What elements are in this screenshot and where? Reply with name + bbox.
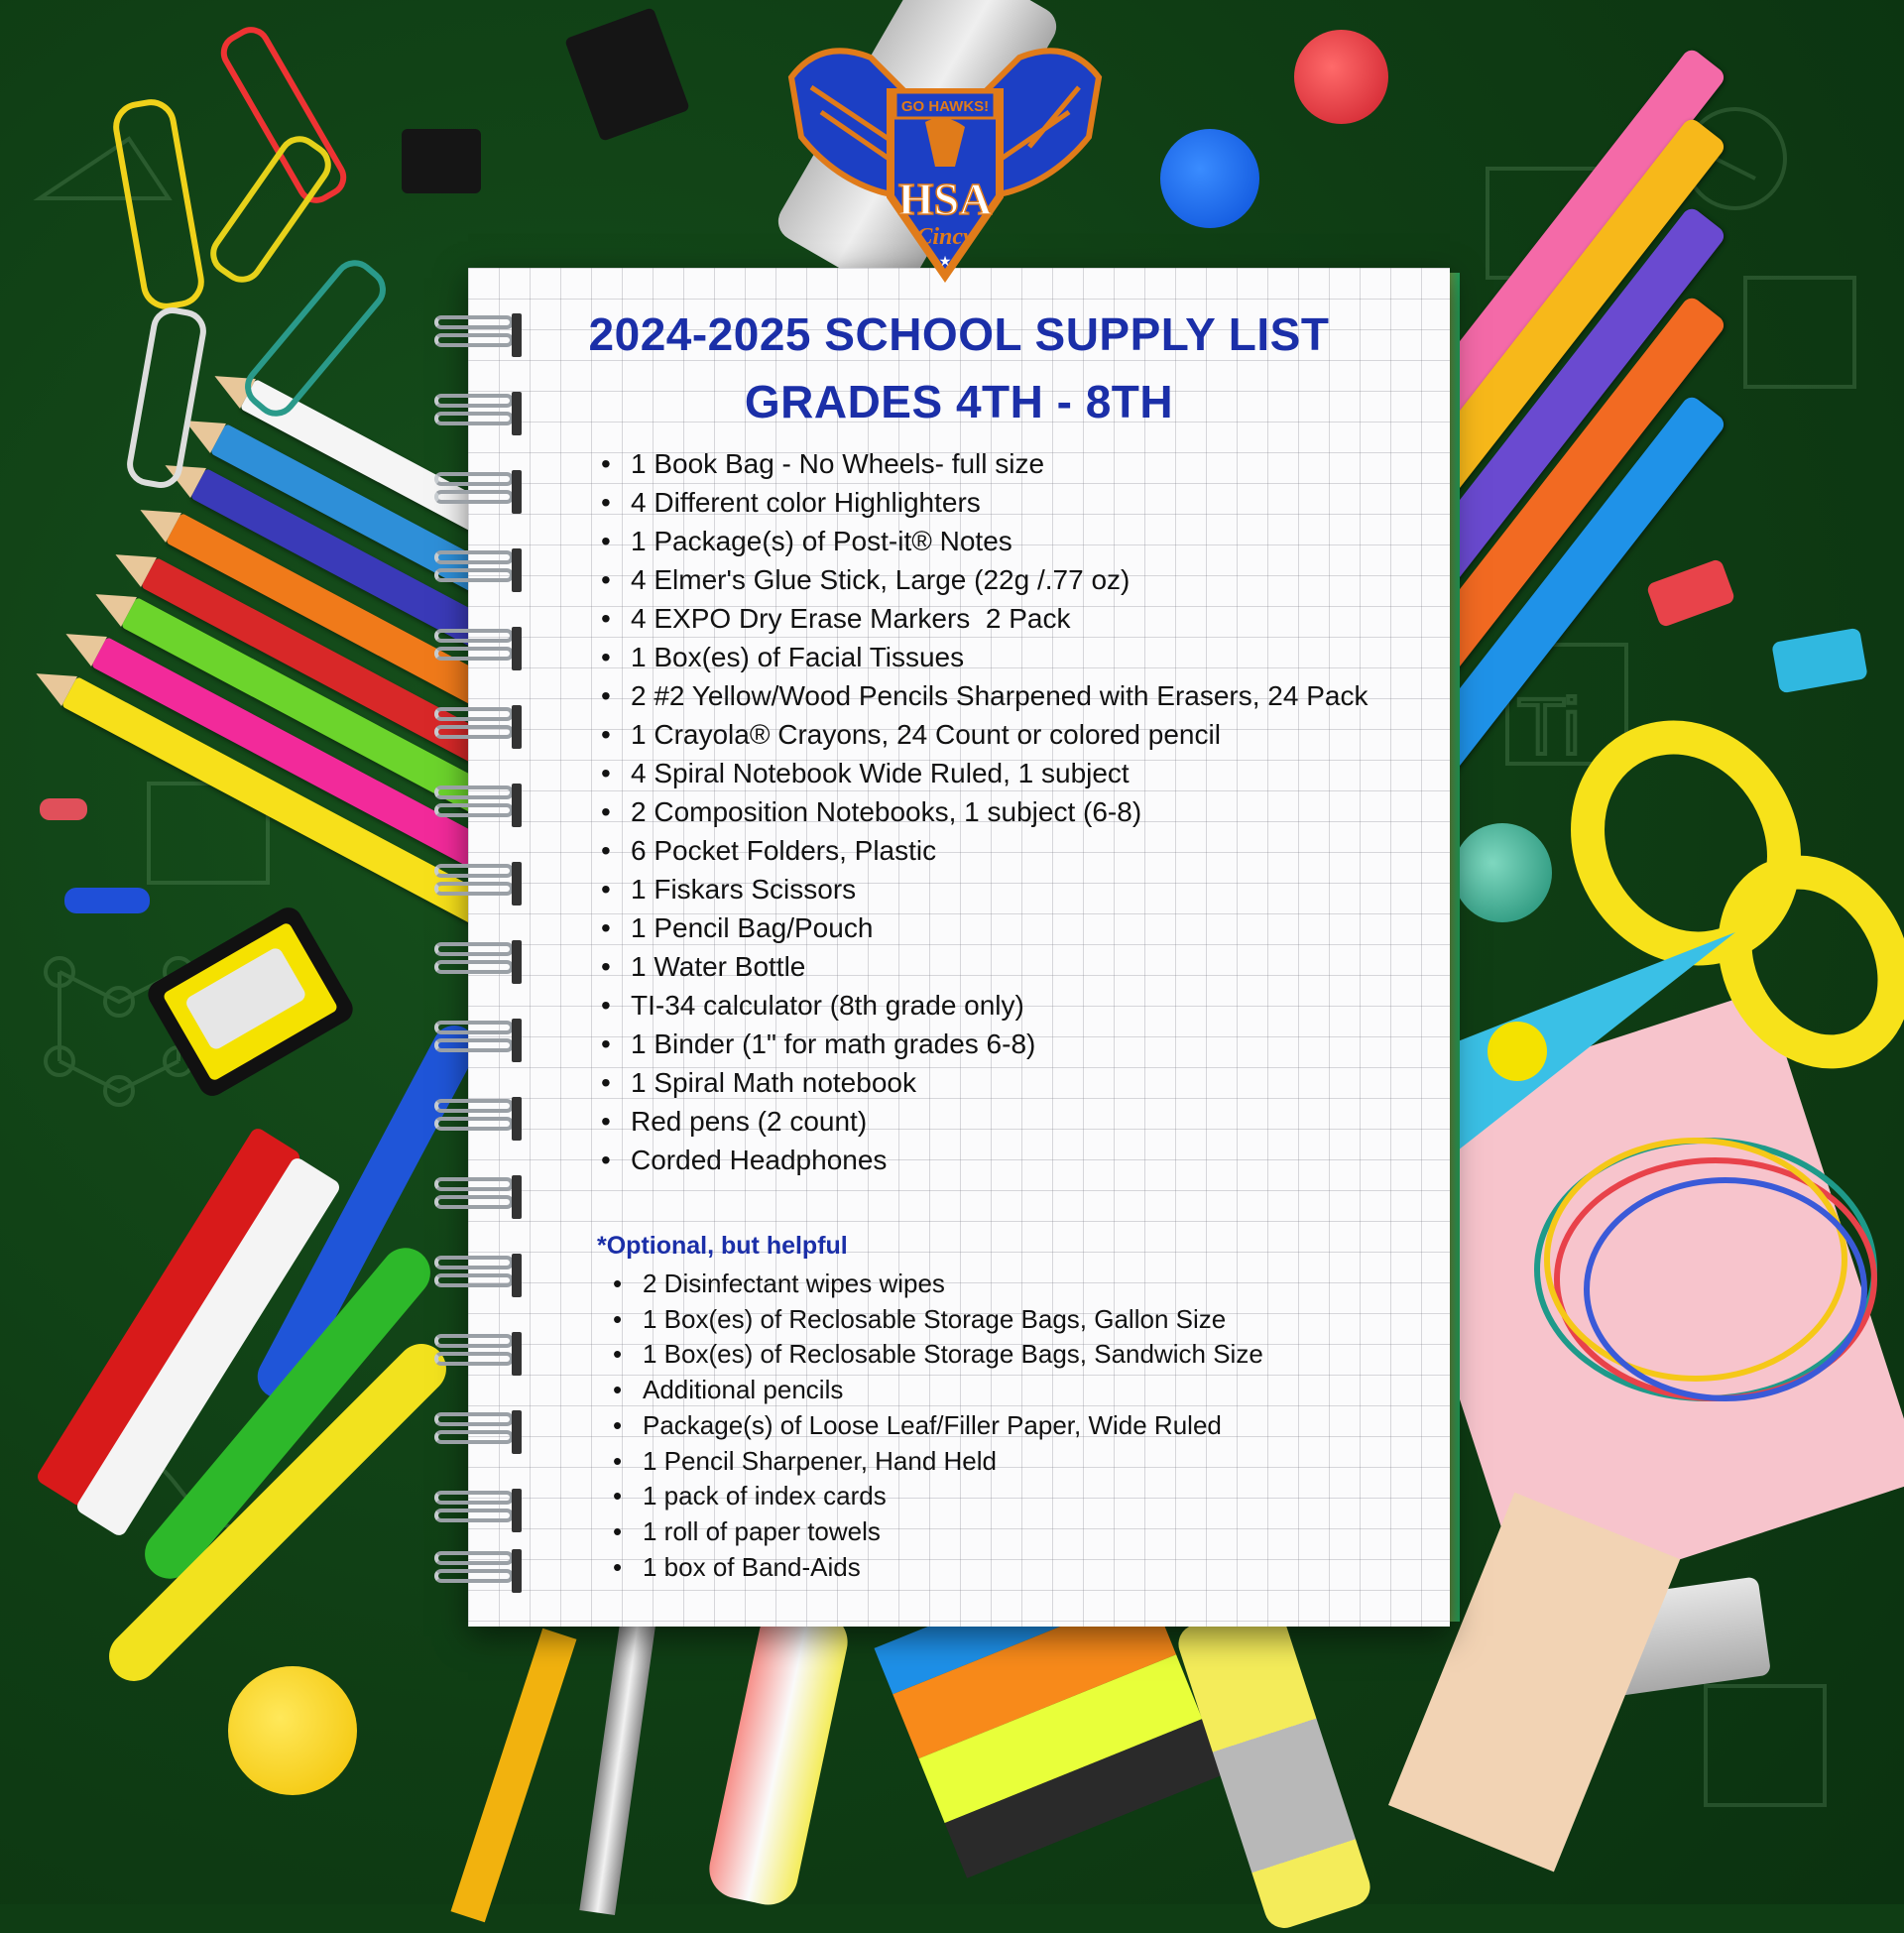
list-item: • 1 box of Band-Aids bbox=[607, 1550, 1380, 1586]
list-item: • Corded Headphones bbox=[597, 1141, 1390, 1179]
list-item: • Red pens (2 count) bbox=[597, 1102, 1390, 1141]
svg-text:Ti: Ti bbox=[1517, 682, 1581, 771]
optional-supplies-list bbox=[607, 1267, 1380, 1585]
list-item: • 1 Fiskars Scissors bbox=[597, 870, 1390, 908]
scissors-icon bbox=[1438, 714, 1904, 1150]
list-item: • 4 Spiral Notebook Wide Ruled, 1 subject bbox=[597, 754, 1390, 792]
push-pin-red-icon bbox=[40, 798, 87, 820]
list-item: • 1 Pencil Sharpener, Hand Held bbox=[607, 1444, 1380, 1480]
list-item: • Additional pencils bbox=[607, 1373, 1380, 1408]
yellow-magnet-icon bbox=[228, 1666, 357, 1795]
list-item: • Package(s) of Loose Leaf/Filler Paper, Wide Ruled bbox=[607, 1408, 1380, 1444]
list-item: • 1 pack of index cards bbox=[607, 1479, 1380, 1514]
logo-banner-text: GO HAWKS! bbox=[900, 98, 990, 115]
list-item: • TI-34 calculator (8th grade only) bbox=[597, 986, 1390, 1025]
required-supplies-list bbox=[597, 444, 1390, 1179]
hsa-hawks-logo bbox=[781, 18, 1109, 296]
list-item: • 1 Spiral Math notebook bbox=[597, 1063, 1390, 1102]
logo-initials: HSA bbox=[897, 174, 993, 224]
list-item: • 2 #2 Yellow/Wood Pencils Sharpened with Erasers, 24 Pack bbox=[597, 676, 1390, 715]
list-item: • 1 Box(es) of Facial Tissues bbox=[597, 638, 1390, 676]
list-item: • 4 Elmer's Glue Stick, Large (22g /.77 oz) bbox=[597, 560, 1390, 599]
list-item: • 4 EXPO Dry Erase Markers 2 Pack bbox=[597, 599, 1390, 638]
page-title: 2024-2025 SCHOOL SUPPLY LIST bbox=[588, 308, 1330, 360]
list-item: • 1 Book Bag - No Wheels- full size bbox=[597, 444, 1390, 483]
list-item: • 1 Pencil Bag/Pouch bbox=[597, 908, 1390, 947]
push-pin-blue-icon bbox=[64, 888, 150, 913]
star-icon: ★ bbox=[938, 253, 952, 269]
list-item: • 2 Disinfectant wipes wipes bbox=[607, 1267, 1380, 1302]
list-item: • 1 Package(s) of Post-it® Notes bbox=[597, 522, 1390, 560]
list-item: • 1 roll of paper towels bbox=[607, 1514, 1380, 1550]
binder-clip-icon bbox=[402, 129, 481, 193]
list-item: • 1 Box(es) of Reclosable Storage Bags, Gallon Size bbox=[607, 1302, 1380, 1338]
list-item: • 6 Pocket Folders, Plastic bbox=[597, 831, 1390, 870]
blue-magnet-icon bbox=[1160, 129, 1259, 228]
list-item: • 1 Box(es) of Reclosable Storage Bags, Sandwich Size bbox=[607, 1337, 1380, 1373]
list-item: • 2 Composition Notebooks, 1 subject (6-8) bbox=[597, 792, 1390, 831]
list-item: • 1 Crayola® Crayons, 24 Count or colored pencil bbox=[597, 715, 1390, 754]
page-subtitle: GRADES 4TH - 8TH bbox=[744, 376, 1174, 427]
red-magnet-icon bbox=[1294, 30, 1388, 124]
optional-section-heading: *Optional, but helpful bbox=[597, 1232, 848, 1260]
list-item: • 1 Binder (1" for math grades 6-8) bbox=[597, 1025, 1390, 1063]
list-item: • 4 Different color Highlighters bbox=[597, 483, 1390, 522]
list-item: • 1 Water Bottle bbox=[597, 947, 1390, 986]
logo-city: Cincy bbox=[916, 224, 974, 250]
rubber-bands bbox=[1507, 1111, 1904, 1428]
